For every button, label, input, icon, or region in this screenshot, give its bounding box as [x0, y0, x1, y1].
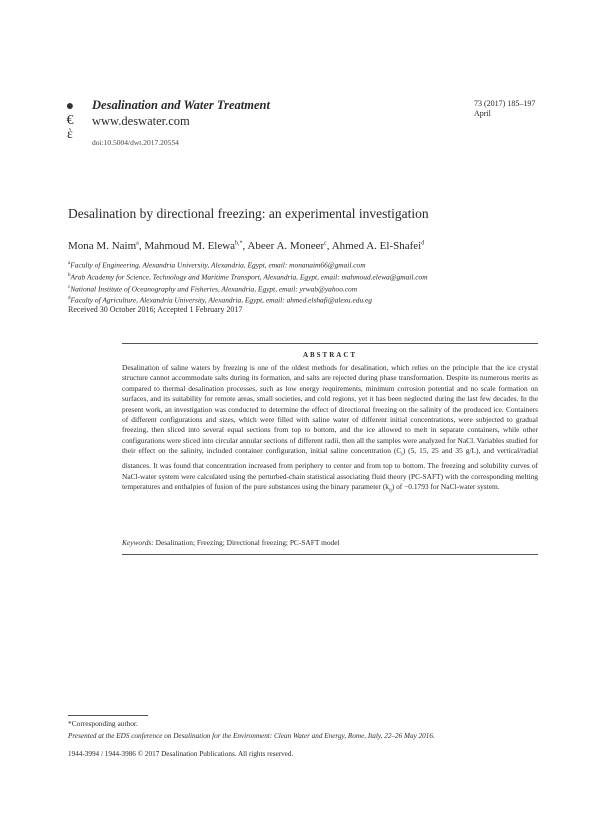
logo-drop-icon: € — [66, 113, 74, 128]
author-name: Mahmoud M. Elewa — [144, 240, 236, 252]
abstract-top-rule — [122, 343, 538, 344]
author-list: Mona M. Naim$^a$, Mahmoud M. Elewa$^{b,*}$, Abeer A. Moneer$^c$, Ahmed A. El-Shafei$^d$ — [68, 240, 425, 252]
author-name: Abeer A. Moneer — [247, 240, 325, 252]
author-name: Ahmed A. El-Shafei — [331, 240, 422, 252]
publisher-logo — [60, 100, 84, 142]
logo-drop-icon: ὲ — [67, 127, 73, 142]
issn-copyright: 1944-3994 / 1944-3986 © 2017 Desalination Publications. All rights reserved. — [68, 750, 294, 758]
corresponding-author-note: *Corresponding author. — [68, 719, 138, 728]
volume-pages: 73 (2017) 185–197 — [474, 99, 536, 108]
keywords — [122, 538, 538, 547]
issue-month: April — [474, 109, 491, 118]
footnote-rule — [68, 715, 148, 716]
conference-note: Presented at the EDS conference on Desalination for the Environment: Clean Water and Energy, Rome, Italy, 22–26 May 2016. — [68, 732, 435, 740]
doi-link[interactable]: doi:10.5004/dwt.2017.20554 — [92, 138, 179, 147]
author-affil-marker: c — [324, 240, 327, 247]
author-affil-marker: a — [136, 240, 139, 247]
journal-website-link[interactable]: www.deswater.com — [92, 114, 190, 128]
affiliation-item: $^d$Faculty of Agriculture, Alexandria University, Alexandria, Egypt, email: ahmed.elshafi@alexu.edu.eg — [68, 295, 372, 305]
received-dates: Received 30 October 2016; Accepted 1 February 2017 — [68, 305, 243, 314]
keywords-list: Desalination; Freezing; Directional freezing; PC-SAFT model — [155, 538, 340, 547]
affiliation-item: $^a$Faculty of Engineering, Alexandria University, Alexandria, Egypt, email: monanaim66@gmail.com — [68, 260, 366, 270]
abstract-heading: ABSTRACT — [302, 351, 358, 359]
abstract-body: Desalination of saline waters by freezing is one of the oldest methods for desalination, which relies on the principle that the ice crystal structure cannot accommodate salts during its formation, and salts are rejected during phase transformation. Despite its numerous merits as compared to thermal desalination processes, such as low energy requirements, minimum corrosion potential and no scale formation on surfaces, and its suitability for remote areas, small societies, and cold regions, yet it has been neglected during the last few decades. In the present work, an investigation was conducted to determine the effect of directional freezing on the salinity of the produced ice. Containers of different configurations and sizes, which were filled with saline water of different initial concentrations, were subjected to gradual freezing, then sliced into several equal sections from top to bottom, and the ice allowed to melt in separate containers, while other configurations were sliced into circular annular sections of different radii, then all the samples were analyzed for NaCl. Variables studied for their effect on the salinity, included container configuration, initial saline concentration $(C_i)$ (5, 15, 25 and 35 g/L), and vertical/radial distances. It was found that concentration increased from periphery to center and from top to bottom. The freezing and solubility curves of NaCl-water system were calculated using the perturbed-chain statistical associating fluid theory (PC-SAFT) with the corresponding melting temperatures and enthalpies of fusion of the pure substances using the binary parameter $(k_{ij})$ of −0.1793 for NaCl-water system. — [122, 363, 538, 494]
affiliation-item: $^c$National Institute of Oceanography and Fisheries, Alexandria, Egypt, email: yrwab@yahoo.com — [68, 284, 358, 293]
author-affil-marker: b,* — [235, 240, 243, 247]
journal-name: Desalination and Water Treatment — [92, 98, 270, 112]
volume-info — [474, 99, 535, 119]
author-affil-marker: d — [421, 240, 425, 247]
author-name: Mona M. Naim — [68, 240, 137, 252]
abstract-bottom-rule — [122, 554, 538, 555]
paper-title: Desalination by directional freezing: an experimental investigation — [68, 206, 429, 221]
keywords-label: Keywords: — [122, 538, 154, 547]
affiliation-item: $^b$Arab Academy for Science, Technology and Maritime Transport, Alexandria, Egypt, email: mahmoud.elewa@gmail.com — [68, 272, 428, 282]
logo-drop-icon: ● — [65, 99, 75, 114]
affiliation-list — [68, 259, 428, 306]
